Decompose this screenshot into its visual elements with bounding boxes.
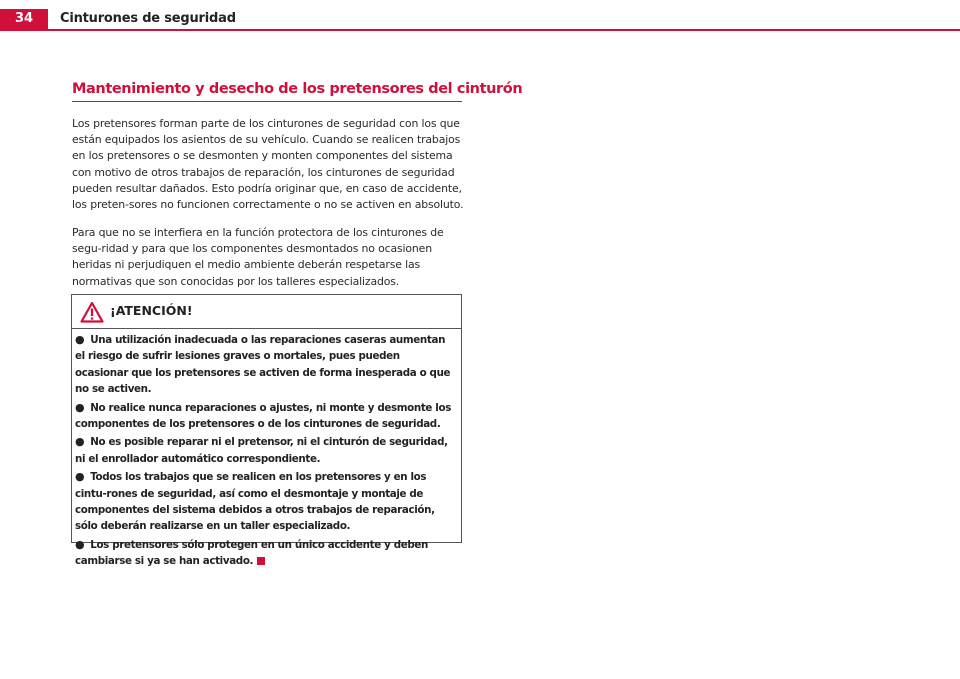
- bullet-icon: ●: [75, 470, 85, 484]
- section-title: Mantenimiento y desecho de los pretensores del cinturón: [72, 81, 523, 97]
- end-of-section-icon: [257, 557, 265, 565]
- warning-triangle-icon: [80, 301, 104, 323]
- bullet-icon: ●: [75, 400, 85, 414]
- body-paragraph: Para que no se interfiera en la función protectora de los cinturones de segu-ridad y para que los componentes desmontados no ocasionen heridas ni perjudiquen el medio ambiente deberán respetarse las normativas que son conocidas por los talleres especializados.: [72, 226, 444, 288]
- warning-header: [72, 295, 461, 329]
- warning-item-text: No es posible reparar ni el pretensor, ni el cinturón de seguridad, ni el enrollador automático correspondiente.: [75, 436, 448, 465]
- page-number: 34: [0, 9, 48, 29]
- chapter-title: Cinturones de seguridad: [60, 11, 236, 26]
- bullet-icon: ●: [75, 537, 85, 551]
- page-header: [0, 0, 960, 30]
- warning-item: [75, 332, 455, 398]
- warning-item: [75, 434, 455, 467]
- warning-item: [75, 400, 455, 433]
- warning-item: [75, 537, 455, 570]
- warning-item: [75, 469, 455, 535]
- warning-item-text: No realice nunca reparaciones o ajustes, ni monte y desmonte los componentes de los pretensores o de los cinturones de seguridad.: [75, 401, 451, 431]
- bullet-icon: ●: [75, 333, 85, 346]
- section-divider: [72, 101, 462, 102]
- warning-box: [71, 294, 462, 568]
- warning-item-text: Todos los trabajos que se realicen en los pretensores y en los cintu-rones de seguridad, así como el desmontaje y montaje de componentes del sistema debidos a otros trabajos de reparación, sólo deberán realizarse en un taller especializado.: [75, 471, 435, 533]
- warning-list: [72, 329, 461, 570]
- warning-title: ¡ATENCIÓN!: [110, 303, 193, 318]
- header-divider: [0, 29, 960, 31]
- bullet-icon: ●: [75, 435, 85, 449]
- warning-item-text: Una utilización inadecuada o las reparaciones caseras aumentan el riesgo de sufrir lesiones graves o mortales, pues pueden ocasionar que los pretensores se activen de forma inesperada o que no se activen.: [75, 334, 451, 396]
- body-paragraph: Los pretensores forman parte de los cinturones de seguridad con los que están equipados los asientos de su vehículo. Cuando se realicen trabajos en los pretensores o se desmonten y monten componentes del sistema con motivo de otros trabajos de reparación, los cinturones de seguridad pueden resultar dañados. Esto podría originar que, en caso de accidente, los preten-sores no funcionen correctamente o no se activen en absoluto.: [72, 117, 464, 212]
- warning-item-text: Los pretensores sólo protegen en un único accidente y deben cambiarse si ya se han activado.: [75, 538, 428, 568]
